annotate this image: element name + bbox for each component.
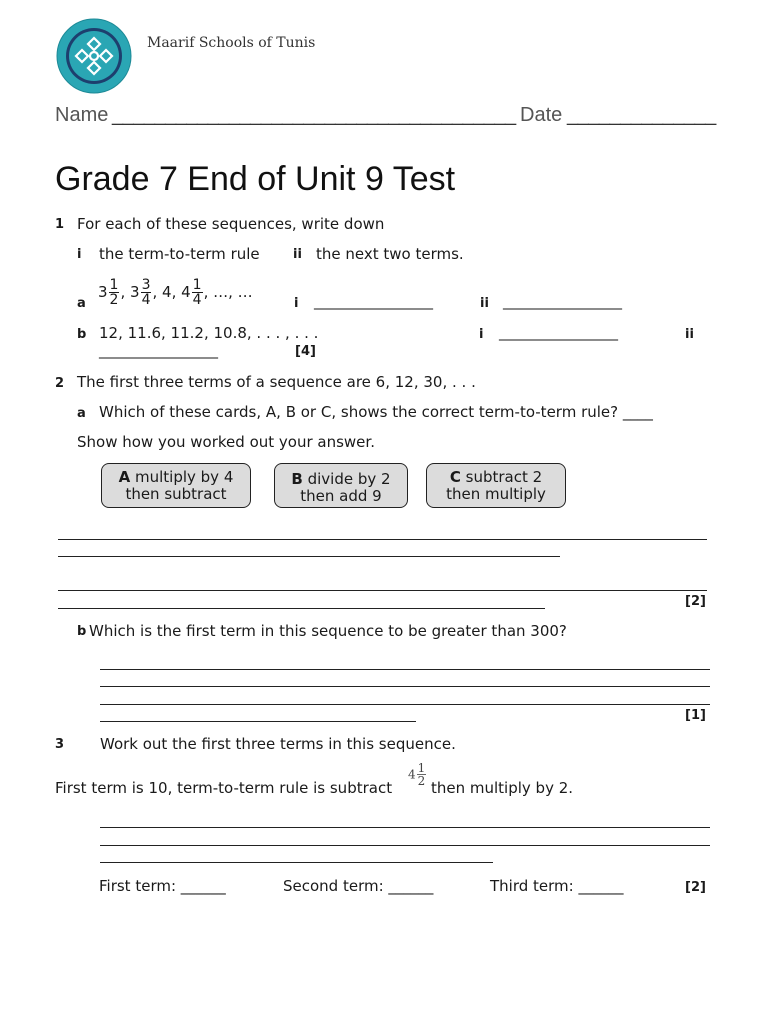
card-a: A multiply by 4 then subtract — [101, 463, 251, 508]
q1a-i-label: i — [294, 296, 299, 311]
q1a-label: a — [77, 296, 86, 311]
date-field[interactable]: ______________ — [567, 104, 716, 126]
q1b-i-answer[interactable]: _________________ — [499, 325, 618, 341]
card-b: B divide by 2 then add 9 — [274, 463, 408, 508]
q2a-text: Which of these cards, A, B or C, shows the correct term-to-term rule? ____ — [99, 403, 653, 421]
name-label: Name — [55, 104, 109, 126]
date-label: Date — [520, 104, 563, 126]
q2-number: 2 — [55, 376, 65, 391]
q1b-i-label: i — [479, 327, 484, 342]
q1a-ii-label: ii — [480, 296, 489, 311]
q3-marks: [2] — [685, 880, 706, 895]
q1b-label: b — [77, 327, 87, 342]
q3-answer-line[interactable] — [100, 827, 710, 828]
q1-i-text: the term-to-term rule — [99, 245, 260, 263]
q1-number: 1 — [55, 217, 65, 232]
q2b-text: Which is the first term in this sequence to be greater than 300? — [89, 622, 567, 640]
q2b-marks: [1] — [685, 708, 706, 723]
q2a-show-text: Show how you worked out your answer. — [77, 433, 375, 451]
q3-rule-text-end: then multiply by 2. — [431, 779, 574, 797]
q1-marks: [4] — [295, 344, 316, 359]
q3-number: 3 — [55, 737, 65, 752]
q2b-answer-line[interactable] — [100, 704, 710, 705]
q1a-i-answer[interactable]: _________________ — [314, 294, 433, 310]
q2b-answer-line[interactable] — [100, 721, 416, 722]
q3-answer-line[interactable] — [100, 862, 493, 863]
q1a-sequence: 3 $\frac{1}{2}$ , 3 $\frac{3}{4}$ , 4, 4 $\frac{1}{4}$ , …, … — [98, 277, 253, 308]
q2a-answer-line[interactable] — [58, 556, 560, 557]
q3-rule-text: First term is 10, term-to-term rule is subtract — [55, 779, 393, 797]
q2a-marks: [2] — [685, 594, 706, 609]
q1-text: For each of these sequences, write down — [77, 215, 385, 233]
q3-fraction: 4 $\frac{1}{2}$ — [408, 761, 426, 788]
q2a-answer-line[interactable] — [58, 590, 707, 591]
q2a-label: a — [77, 406, 86, 421]
q2a-answer-line[interactable] — [58, 539, 707, 540]
second-term-field[interactable]: Second term: ______ — [283, 877, 434, 895]
q3-answer-line[interactable] — [100, 845, 710, 846]
card-c: C subtract 2 then multiply — [426, 463, 566, 508]
q2b-answer-line[interactable] — [100, 669, 710, 670]
q2a-answer-line[interactable] — [58, 608, 545, 609]
q2-text: The first three terms of a sequence are 6, 12, 30, . . . — [77, 373, 476, 391]
q2b-answer-line[interactable] — [100, 686, 710, 687]
page-title: Grade 7 End of Unit 9 Test — [55, 160, 456, 198]
name-field[interactable]: ______________________________________ — [112, 104, 516, 126]
q1a-ii-answer[interactable]: _________________ — [503, 294, 622, 310]
q1b-ii-label: ii — [685, 327, 694, 342]
first-term-field[interactable]: First term: ______ — [99, 877, 226, 895]
school-logo — [56, 18, 132, 94]
school-name: Maarif Schools of Tunis — [147, 35, 316, 51]
q1-ii-text: the next two terms. — [316, 245, 464, 263]
third-term-field[interactable]: Third term: ______ — [490, 877, 624, 895]
q1-ii-label: ii — [293, 247, 302, 262]
q3-text: Work out the first three terms in this sequence. — [100, 735, 456, 753]
q1b-sequence: 12, 11.6, 11.2, 10.8, . . . , . . . — [99, 324, 319, 342]
q1-i-label: i — [77, 247, 82, 262]
q2b-label: b — [77, 624, 87, 639]
q1b-ii-answer[interactable]: _________________ — [99, 343, 218, 359]
